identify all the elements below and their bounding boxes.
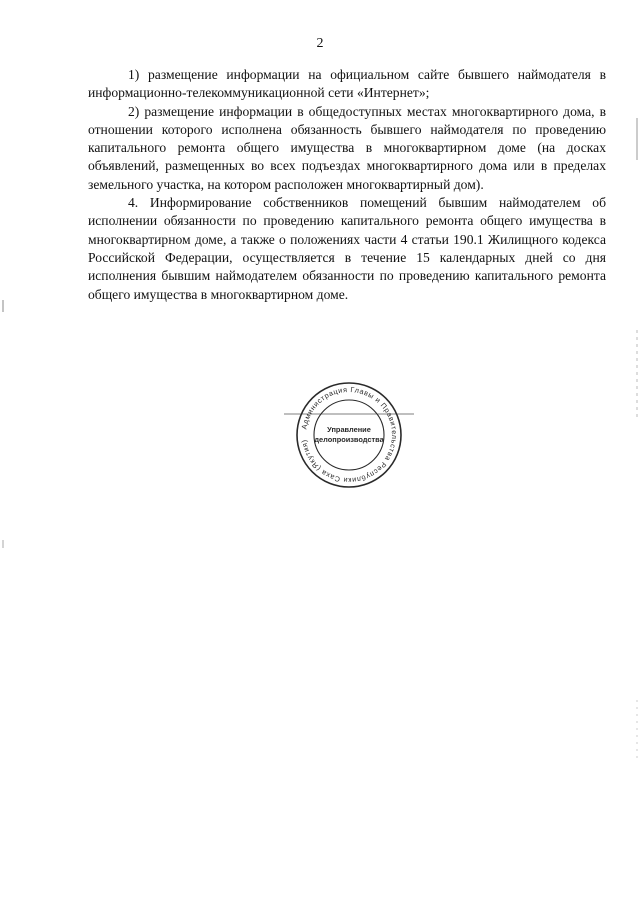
seal-center-line-2: делопроизводства — [314, 435, 384, 444]
scan-edge-right — [634, 0, 640, 905]
page-number: 2 — [316, 36, 324, 51]
paragraph-item-2: 2) размещение информации в общедоступных местах многоквартирного дома, в отношении которого исполнена обязанность бывшего наймодателя по проведению капитального ремонта общего имущества в многоквартирном доме (на досках объявлений, размещенных во всех подъездах многоквартирного дома или в пределах земельного участка, на котором расположен многоквартирный дом). — [88, 103, 606, 192]
paragraph-item-4: 4. Информирование собственников помещений бывшим наймодателем об исполнении обязанности по проведению капитального ремонта общего имущества в многоквартирном доме, а также о положениях части 4 статьи 190.1 Жилищного кодекса Российской Федерации, осуществляется в течение 15 календарных дней со дня исполнения бывшим наймодателем обязанности по проведению капитального ремонта общего имущества в многоквартирном доме. — [88, 195, 606, 302]
seal-ring-text: Администрация Главы и Правительства Республики Саха (Якутия) — [299, 384, 400, 486]
paragraph-item-1: 1) размещение информации на официальном сайте бывшего наймодателя в информационно-телекоммуникационной сети «Интернет»; — [88, 67, 606, 101]
seal-graphic — [284, 380, 414, 490]
document-body — [88, 66, 606, 304]
official-seal-stamp — [284, 380, 414, 490]
scan-edge-left — [0, 0, 6, 905]
seal-center-line-1: Управление — [327, 425, 371, 434]
